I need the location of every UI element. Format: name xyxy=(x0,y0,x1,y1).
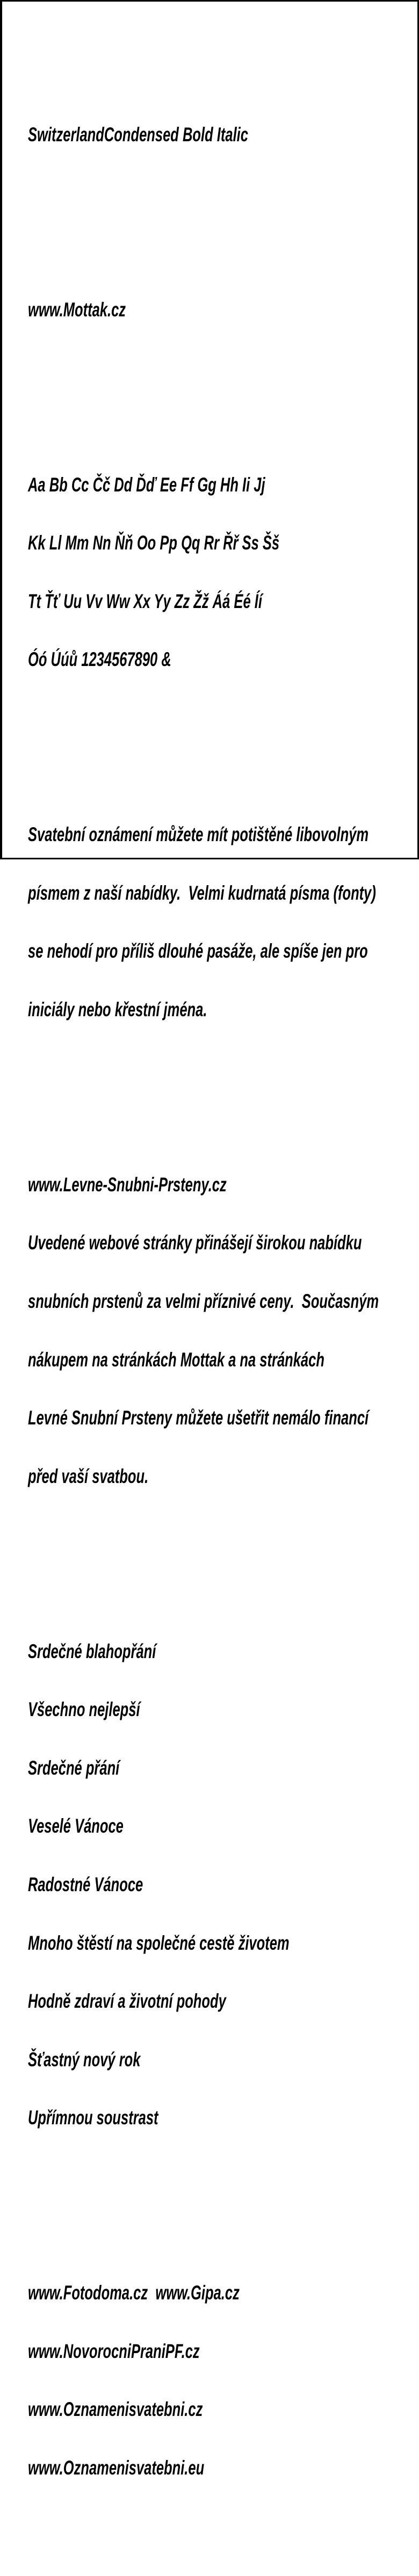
shop-line-6: před vaší svatbou. xyxy=(28,1465,149,1487)
shop-line-3: snubních prstenů za velmi příznivé ceny. Současným xyxy=(28,1290,379,1312)
alphabet-line-4: Óó Úúů 1234567890 & xyxy=(28,648,171,671)
title-block xyxy=(28,86,406,184)
footer-url-line-1: www.Fotodoma.cz www.Gipa.cz xyxy=(28,2282,240,2304)
intro-line-2: písmem z naší nabídky. Velmi kudrnatá písma (fonty) xyxy=(28,881,376,904)
intro-paragraph xyxy=(28,786,406,1059)
footer-url-line-2: www.NovorocniPraniPF.cz xyxy=(28,2340,200,2362)
alphabet-line-2: Kk Ll Mm Nn Ňň Oo Pp Qq Rr Řř Ss Šš xyxy=(28,532,280,554)
alphabet-line-3: Tt Ťť Uu Vv Ww Xx Yy Zz Žž Áá Éé Íí xyxy=(28,590,262,612)
greetings-list xyxy=(28,1603,406,2167)
shop-line-4: nákupem na stránkách Mottak a na stránkách xyxy=(28,1348,324,1371)
greeting-line-5: Radostné Vánoce xyxy=(28,1873,143,1895)
intro-line-1: Svatební oznámení můžete mít potištěné libovolným xyxy=(28,823,369,846)
vendor-url: www.Mottak.cz xyxy=(28,298,126,321)
footer-url-line-4: www.Oznamenisvatebni.eu xyxy=(28,2456,205,2479)
greeting-line-6: Mnoho štěstí na společné cestě životem xyxy=(28,1931,290,1954)
greeting-line-7: Hodně zdraví a životní pohody xyxy=(28,1990,226,2013)
alphabet-specimen xyxy=(28,436,406,708)
font-name-title: SwitzerlandCondensed Bold Italic xyxy=(28,124,248,146)
shop-info-paragraph xyxy=(28,1136,406,1525)
greeting-line-4: Veselé Vánoce xyxy=(28,1815,124,1837)
greeting-line-1: Srdečné blahopřání xyxy=(28,1640,156,1662)
footer-url-line-3: www.Oznamenisvatebni.cz xyxy=(28,2398,203,2421)
specimen-text xyxy=(28,28,406,2575)
vendor-block xyxy=(28,261,406,358)
greeting-line-9: Upřímnou soustrast xyxy=(28,2107,158,2129)
shop-line-2: Uvedené webové stránky přinášejí širokou nabídku xyxy=(28,1232,362,1254)
alphabet-line-1: Aa Bb Cc Čč Dd Ďď Ee Ff Gg Hh Ii Jj xyxy=(28,473,265,496)
shop-url: www.Levne-Snubni-Prsteny.cz xyxy=(28,1173,227,1196)
footer-urls xyxy=(28,2245,406,2517)
greeting-line-2: Všechno nejlepší xyxy=(28,1698,140,1721)
intro-line-3: se nehodí pro příliš dlouhé pasáže, ale spíše jen pro xyxy=(28,940,368,963)
shop-line-5: Levné Snubní Prsteny můžete ušetřit nemálo financí xyxy=(28,1407,369,1429)
greeting-line-3: Srdečné přání xyxy=(28,1756,120,1779)
intro-line-4: iniciály nebo křestní jména. xyxy=(28,998,207,1021)
greeting-line-8: Šťastný nový rok xyxy=(28,2048,141,2071)
